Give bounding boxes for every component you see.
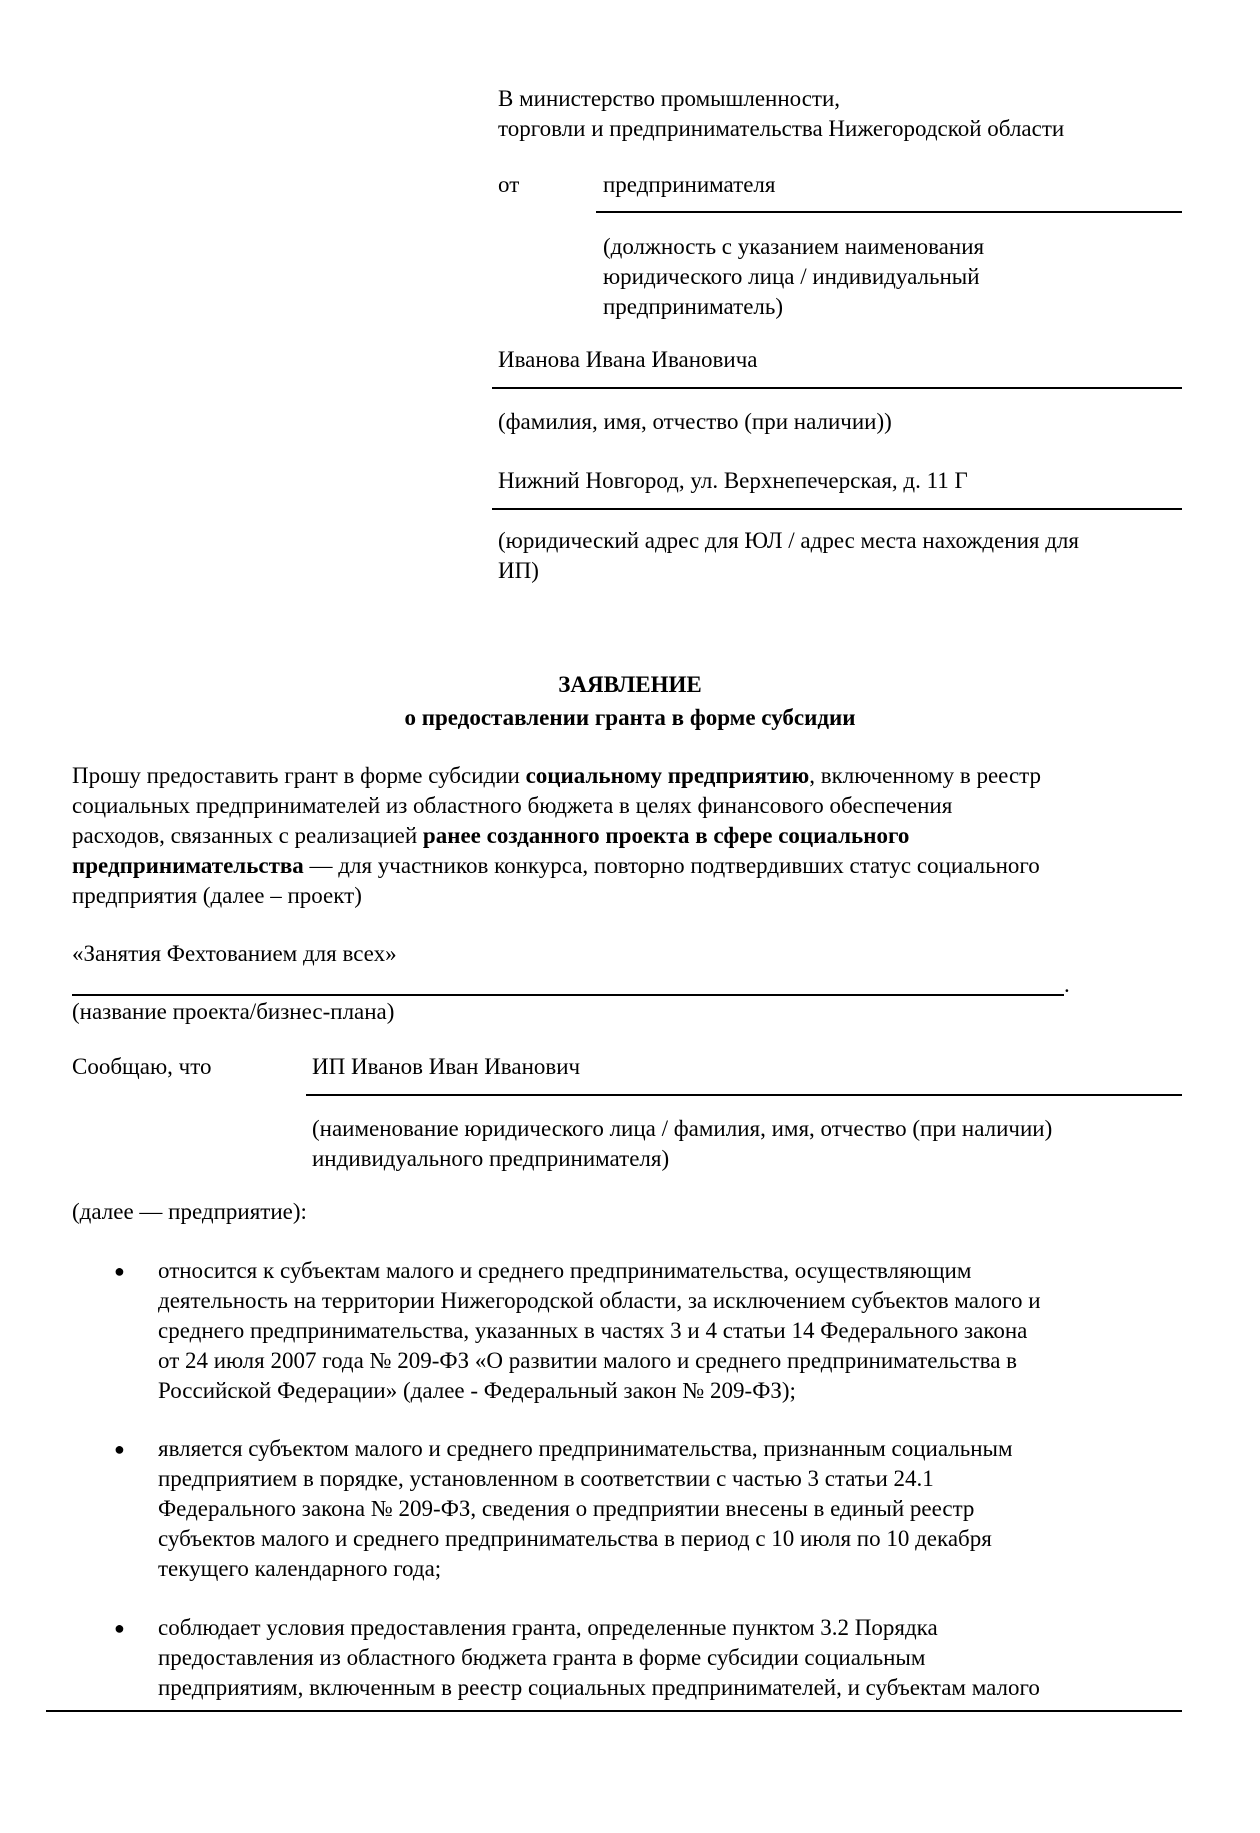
list-item-1-line-5: Российской Федерации» (далее - Федеральный закон № 209-ФЗ); xyxy=(158,1378,796,1403)
entity-hint-line-1: (наименование юридического лица / фамилия, имя, отчество (при наличии) xyxy=(312,1116,1053,1141)
list-item-1-line-4: от 24 июля 2007 года № 209-ФЗ «О развитии малого и среднего предпринимательства в xyxy=(158,1348,1018,1373)
list-item-2-line-1: является субъектом малого и среднего предпринимательства, признанным социальным xyxy=(158,1436,1013,1461)
from-label: от xyxy=(498,172,520,197)
address-underline xyxy=(492,508,1182,510)
list-item-1-line-2: деятельность на территории Нижегородской области, за исключением субъектов малого и xyxy=(158,1288,1041,1313)
entity-underline xyxy=(306,1094,1182,1096)
bullet-icon: ● xyxy=(114,1439,125,1459)
list-item-2-line-5: текущего календарного года; xyxy=(158,1556,442,1581)
list-item-2-line-2: предприятием в порядке, установленном в соответствии с частью 3 статьи 24.1 xyxy=(158,1466,934,1491)
request-line-1: Прошу предоставить грант в форме субсидии социальному предприятию, включенному в реестр xyxy=(72,763,1041,788)
request-line-4: предпринимательства — для участников конкурса, повторно подтвердивших статус социального xyxy=(72,853,1040,878)
request-line-5: предприятия (далее – проект) xyxy=(72,883,362,908)
position-underline xyxy=(596,211,1182,213)
project-name-underline xyxy=(72,994,1064,996)
page-bottom-rule xyxy=(46,1710,1182,1712)
bullet-icon: ● xyxy=(114,1618,125,1638)
position-hint-line-1: (должность с указанием наименования xyxy=(603,234,985,259)
list-item-1-line-1: относится к субъектам малого и среднего предпринимательства, осуществляющим xyxy=(158,1258,972,1283)
list-item-2-line-3: Федерального закона № 209-ФЗ, сведения о предприятии внесены в единый реестр xyxy=(158,1496,975,1521)
position-hint-line-2: юридического лица / индивидуальный xyxy=(603,264,980,289)
project-name-dot: . xyxy=(1064,972,1070,997)
entity-label: Сообщаю, что xyxy=(72,1054,212,1079)
request-line-2: социальных предпринимателей из областного бюджета в целях финансового обеспечения xyxy=(72,793,953,818)
entity-after: (далее — предприятие): xyxy=(72,1199,307,1224)
name-underline xyxy=(492,387,1182,389)
project-name-hint: (название проекта/бизнес-плана) xyxy=(72,999,395,1024)
position-hint-line-3: предприниматель) xyxy=(603,294,784,319)
request-line-3: расходов, связанных с реализацией ранее созданного проекта в сфере социального xyxy=(72,823,910,848)
name-value: Иванова Ивана Ивановича xyxy=(498,347,758,372)
list-item-3-line-2: предоставления из областного бюджета гранта в форме субсидии социальным xyxy=(158,1645,926,1670)
list-item-3-line-1: соблюдает условия предоставления гранта, определенные пунктом 3.2 Порядка xyxy=(158,1615,938,1640)
list-item-1-line-3: среднего предпринимательства, указанных в частях 3 и 4 статьи 14 Федерального закона xyxy=(158,1318,1028,1343)
bullet-icon: ● xyxy=(114,1261,125,1281)
entity-value: ИП Иванов Иван Иванович xyxy=(312,1054,581,1079)
addressee-line-2: торговли и предпринимательства Нижегородской области xyxy=(498,116,1065,141)
project-name-value: «Занятия Фехтованием для всех» xyxy=(72,941,397,966)
address-value: Нижний Новгород, ул. Верхнепечерская, д. 11 Г xyxy=(498,468,968,493)
address-hint-line-2: ИП) xyxy=(498,558,539,583)
document-title: ЗАЯВЛЕНИЕ xyxy=(558,672,702,697)
document-subtitle: о предоставлении гранта в форме субсидии xyxy=(404,705,856,730)
name-hint: (фамилия, имя, отчество (при наличии)) xyxy=(498,409,892,434)
list-item-3-line-3: предприятиям, включенным в реестр социальных предпринимателей, и субъектам малого xyxy=(158,1675,1040,1700)
list-item-2-line-4: субъектов малого и среднего предпринимательства в период с 10 июля по 10 декабря xyxy=(158,1526,992,1551)
addressee-line-1: В министерство промышленности, xyxy=(498,86,841,111)
address-hint-line-1: (юридический адрес для ЮЛ / адрес места нахождения для xyxy=(498,528,1079,553)
entity-hint-line-2: индивидуального предпринимателя) xyxy=(312,1146,670,1171)
position-value: предпринимателя xyxy=(603,172,776,197)
